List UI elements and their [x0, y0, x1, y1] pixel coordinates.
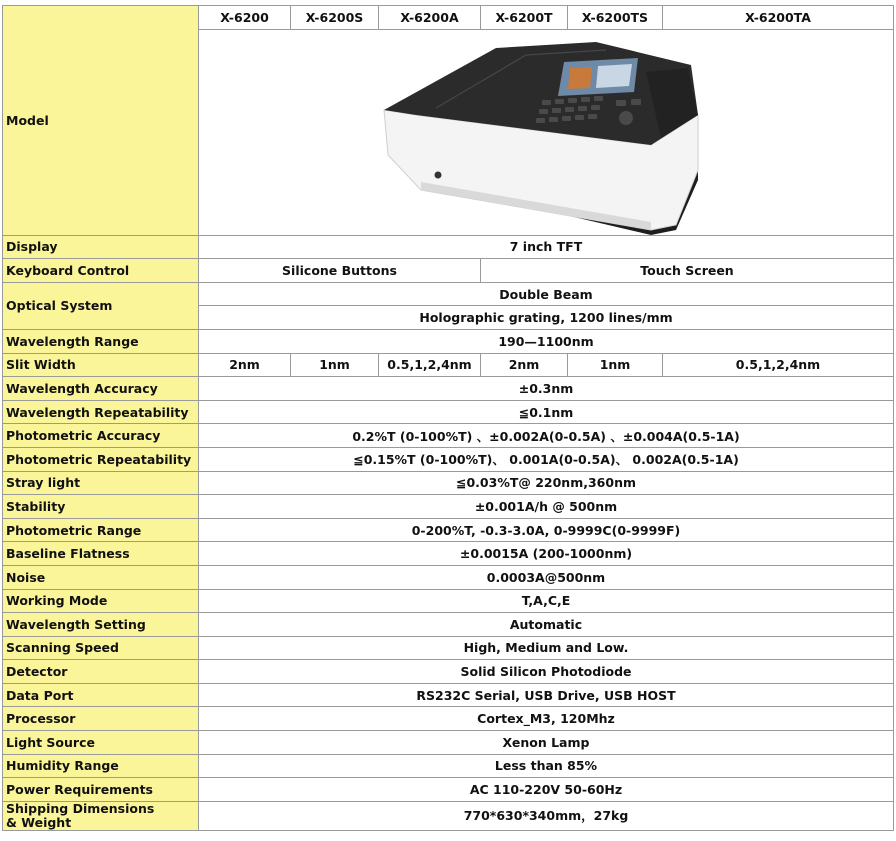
- stability-label: Stability: [3, 495, 199, 519]
- keyboard-control-value: Silicone Buttons: [199, 259, 481, 283]
- keyboard-control-label: Keyboard Control: [3, 259, 199, 283]
- photometric-range-label: Photometric Range: [3, 518, 199, 542]
- processor-label: Processor: [3, 707, 199, 731]
- working-mode-label: Working Mode: [3, 589, 199, 613]
- photometric-accuracy-label: Photometric Accuracy: [3, 424, 199, 448]
- shipping-label-line: Shipping Dimensions: [6, 801, 155, 816]
- baseline-flatness-label: Baseline Flatness: [3, 542, 199, 566]
- optical-system-label: Optical System: [3, 282, 199, 329]
- model-label: Model: [3, 6, 199, 236]
- light-source-label: Light Source: [3, 731, 199, 755]
- working-mode-value: T,A,C,E: [199, 589, 894, 613]
- slit-width-label: Slit Width: [3, 353, 199, 377]
- display-label: Display: [3, 235, 199, 259]
- slit-width-value: 2nm: [481, 353, 568, 377]
- photometric-repeatability-label: Photometric Repeatability: [3, 447, 199, 471]
- photometric-repeatability-value: ≦0.15%T (0-100%T)、 0.001A(0-0.5A)、 0.002A(0.5-1A): [199, 447, 894, 471]
- stray-light-label: Stray light: [3, 471, 199, 495]
- wavelength-setting-label: Wavelength Setting: [3, 613, 199, 637]
- humidity-range-value: Less than 85%: [199, 754, 894, 778]
- model-header: X-6200S: [291, 6, 379, 30]
- baseline-flatness-value: ±0.0015A (200-1000nm): [199, 542, 894, 566]
- model-header: X-6200TS: [568, 6, 663, 30]
- light-source-value: Xenon Lamp: [199, 731, 894, 755]
- model-header: X-6200: [199, 6, 291, 30]
- wavelength-repeatability-value: ≦0.1nm: [199, 400, 894, 424]
- specification-table: [2, 5, 894, 831]
- slit-width-value: 0.5,1,2,4nm: [379, 353, 481, 377]
- processor-value: Cortex_M3, 120Mhz: [199, 707, 894, 731]
- stray-light-value: ≦0.03%T@ 220nm,360nm: [199, 471, 894, 495]
- noise-value: 0.0003A@500nm: [199, 565, 894, 589]
- shipping-dimensions-label: [3, 801, 199, 830]
- wavelength-range-label: Wavelength Range: [3, 329, 199, 353]
- model-header: X-6200T: [481, 6, 568, 30]
- spectrophotometer-image: [376, 30, 716, 235]
- wavelength-range-value: 190—1100nm: [199, 329, 894, 353]
- product-image-cell: [199, 29, 894, 235]
- display-value: 7 inch TFT: [199, 235, 894, 259]
- humidity-range-label: Humidity Range: [3, 754, 199, 778]
- detector-label: Detector: [3, 660, 199, 684]
- photometric-range-value: 0-200%T, -0.3-3.0A, 0-9999C(0-9999F): [199, 518, 894, 542]
- scanning-speed-value: High, Medium and Low.: [199, 636, 894, 660]
- detector-value: Solid Silicon Photodiode: [199, 660, 894, 684]
- power-requirements-value: AC 110-220V 50-60Hz: [199, 778, 894, 802]
- slit-width-value: 1nm: [291, 353, 379, 377]
- stability-value: ±0.001A/h @ 500nm: [199, 495, 894, 519]
- model-header: X-6200TA: [663, 6, 894, 30]
- wavelength-accuracy-value: ±0.3nm: [199, 377, 894, 401]
- shipping-label-line: & Weight: [6, 814, 72, 830]
- optical-system-value: Holographic grating, 1200 lines/mm: [199, 306, 894, 330]
- keyboard-control-value: Touch Screen: [481, 259, 894, 283]
- data-port-label: Data Port: [3, 683, 199, 707]
- model-header: X-6200A: [379, 6, 481, 30]
- shipping-dimensions-value: 770*630*340mm，27kg: [199, 801, 894, 830]
- power-requirements-label: Power Requirements: [3, 778, 199, 802]
- noise-label: Noise: [3, 565, 199, 589]
- optical-system-value: Double Beam: [199, 282, 894, 306]
- wavelength-setting-value: Automatic: [199, 613, 894, 637]
- wavelength-accuracy-label: Wavelength Accuracy: [3, 377, 199, 401]
- slit-width-value: 2nm: [199, 353, 291, 377]
- wavelength-repeatability-label: Wavelength Repeatability: [3, 400, 199, 424]
- photometric-accuracy-value: 0.2%T (0-100%T) 、±0.002A(0-0.5A) 、±0.004A(0.5-1A): [199, 424, 894, 448]
- slit-width-value: 1nm: [568, 353, 663, 377]
- data-port-value: RS232C Serial, USB Drive, USB HOST: [199, 683, 894, 707]
- scanning-speed-label: Scanning Speed: [3, 636, 199, 660]
- slit-width-value: 0.5,1,2,4nm: [663, 353, 894, 377]
